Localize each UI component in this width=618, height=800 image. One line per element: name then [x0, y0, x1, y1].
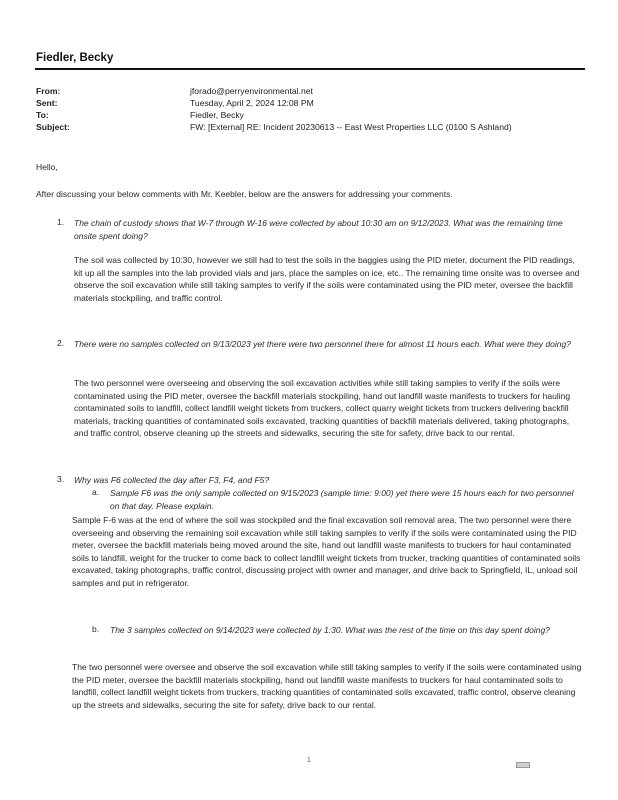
subject-label: Subject: [36, 122, 70, 132]
question-2-number: 2. [57, 338, 65, 348]
answer-3a: Sample F-6 was at the end of where the soil was stockpiled and the final excavation soil removal area. The two personnel were there overseeing and observing the remaining soil excavation while still taking samples to verify if the soils were contaminated using the PID meter, oversee the backfill materials being moved around the site, hand out landfill waste manifests to truckers for haul contaminated soils to landfill, weight for the trucker to come back to collect landfill weight tickets from trucker, tracking quantities of contaminated soils excavated, taking photographs, traffic control, discussing project with owner and manager, and drive back to Springfield, IL, unload soil samples and put in refrigerator. [72, 515, 581, 588]
question-3a: Sample F6 was the only sample collected on 9/15/2023 (sample time: 9:00) yet there were 15 hours each for two personnel on that day. Please explain. [110, 488, 574, 511]
question-2: There were no samples collected on 9/13/2023 yet there were two personnel there for almost 11 hours each. What were they doing? [74, 339, 571, 349]
question-3b-number: b. [92, 624, 100, 634]
to-value: Fiedler, Becky [190, 110, 244, 120]
question-1-number: 1. [57, 217, 65, 227]
greeting: Hello, [36, 162, 58, 172]
intro-paragraph: After discussing your below comments with Mr. Keebler, below are the answers for addressing your comments. [36, 189, 453, 199]
subject-value: FW: [External] RE: Incident 20230613 -- East West Properties LLC (0100 S Ashland) [190, 122, 512, 132]
question-3a-number: a. [92, 487, 100, 497]
document-owner-name: Fiedler, Becky [36, 52, 114, 64]
answer-3b: The two personnel were oversee and observe the soil excavation while still taking samples to verify if the soils were contaminated using the PID meter, oversee the backfill materials stockpiling, hand out landfill waste manifests to truckers for haul contaminated soils to landfill, collect landfill weight tickets from truckers, tracking quantities of contaminated soils excavated, traffic control, observe cleaning up the streets and sidewalks, securing the site for safety, drive back to our rental. [72, 662, 582, 710]
answer-1: The soil was collected by 10:30, however we still had to test the soils in the baggies using the PID meter, document the PID readings, kit up all the samples into the lab provided vials and jars, place the samples on ice, etc.. The remaining time onsite was to oversee and observe the soil excavation while still taking samples to verify if the soils were contaminated using the PID meter, oversee the backfill materials stockpiling, and traffic control. [74, 255, 580, 303]
to-label: To: [36, 110, 49, 120]
answer-2: The two personnel were overseeing and observing the soil excavation activities while still taking samples to verify if the soils were contaminated using the PID meter, oversee the backfill materials stockpiling, hand out landfill waste manifests to truckers for hauling contaminated soils to landfill, collect landfill weight tickets from truckers, collect quarry weight tickets from truckers delivering backfill materials, tracking quantities of contaminated soils excavated, tracking quantities of backfill materials delivered, taking photographs, and traffic control, observe cleaning up the streets and sidewalks, securing the site for safety, drive back to our rental. [74, 378, 571, 439]
question-3b: The 3 samples collected on 9/14/2023 were collected by 1:30. What was the rest of the time on this day spent doing? [110, 625, 550, 635]
header-divider [35, 68, 585, 70]
sent-value: Tuesday, April 2, 2024 12:08 PM [190, 98, 314, 108]
question-3: Why was F6 collected the day after F3, F4, and F5? [74, 475, 270, 485]
question-3-number: 3. [57, 474, 65, 484]
page-number: 1 [307, 757, 311, 764]
from-label: From: [36, 86, 61, 96]
question-1: The chain of custody shows that W-7 through W-16 were collected by about 10:30 am on 9/12/2023. What was the remaining time onsite spent doing? [74, 218, 563, 241]
sent-label: Sent: [36, 98, 58, 108]
from-value: jforado@perryenvironmental.net [190, 86, 313, 96]
footer-stamp-mark [516, 762, 530, 768]
